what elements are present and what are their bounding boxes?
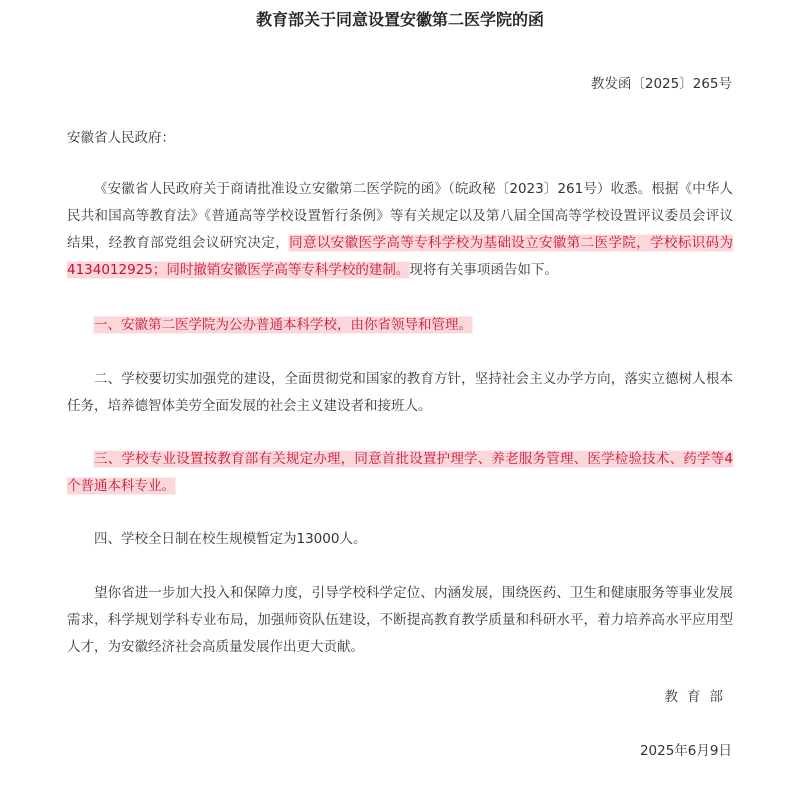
intro-highlight: 同意以安徽医学高等专科学校为基础设立安徽第二医学院，学校标识码为4134012925；同时撤销安徽医学高等专科学校的建制。 <box>67 235 734 278</box>
signature: 教育部 <box>664 689 732 705</box>
paragraph-item-3 <box>67 446 733 500</box>
paragraph-closing: 望你省进一步加大投入和保障力度，引导学校科学定位、内涵发展，围绕医药、卫生和健康服务等事业发展需求，科学规划学科专业布局，加强师资队伍建设，不断提高教育教学质量和科研水平，着力培养高水平应用型人才，为安徽经济社会高质量发展作出更大贡献。 <box>67 585 733 655</box>
document-number: 教发函〔2025〕265号 <box>590 76 732 92</box>
addressee: 安徽省人民政府： <box>67 130 175 146</box>
item-3-highlight: 三、学校专业设置按教育部有关规定办理，同意首批设置护理学、养老服务管理、医学检验技术、药学等4个普通本科专业。 <box>67 451 733 494</box>
document-title: 教育部关于同意设置安徽第二医学院的函 <box>255 10 544 29</box>
intro-text: 《安徽省人民政府关于商请批准设立安徽第二医学院的函》（皖政秘〔2023〕261号）收悉。根据《中华人民共和国高等教育法》《普通高等学校设置暂行条例》等有关规定以及第八届全国高等学校设置评议委员会评议结果，经教育部党组会议研究决定， <box>67 181 733 251</box>
paragraph-item-4: 四、学校全日制在校生规模暂定为13000人。 <box>94 531 367 547</box>
item-1-highlight: 一、安徽第二医学院为公办普通本科学校，由你省领导和管理。 <box>94 317 472 333</box>
document-date: 2025年6月9日 <box>639 743 732 759</box>
intro-closing: 现将有关事项函告如下。 <box>409 262 558 278</box>
paragraph-item-1 <box>67 312 733 339</box>
paragraph-item-2: 二、学校要切实加强党的建设，全面贯彻党和国家的教育方针，坚持社会主义办学方向，落实立德树人根本任务，培养德智体美劳全面发展的社会主义建设者和接班人。 <box>67 371 733 414</box>
paragraph-intro <box>67 176 733 284</box>
